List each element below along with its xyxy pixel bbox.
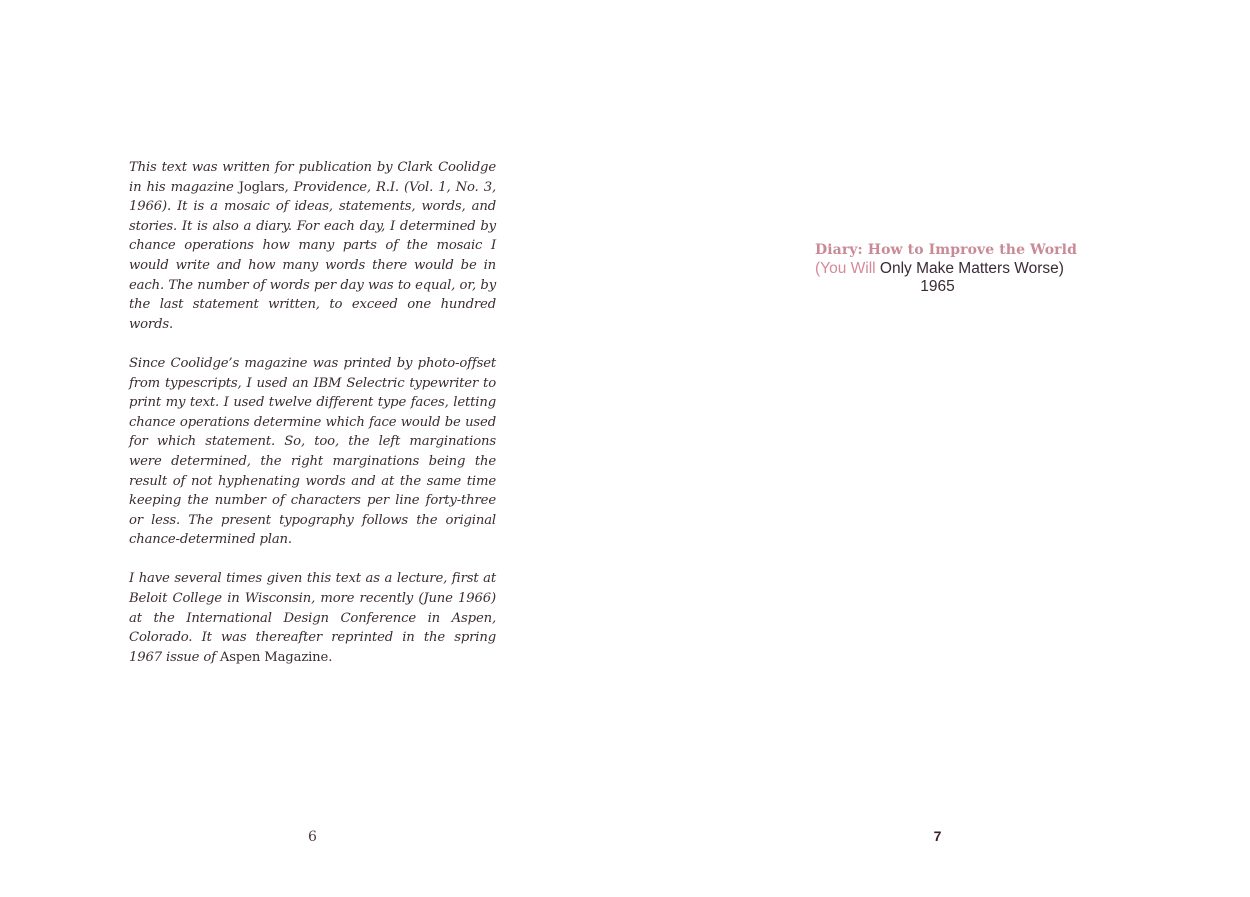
chapter-title [815,241,1077,296]
page-number-right: 7 [933,828,942,844]
paragraph-2-text: Since Coolidge’s magazine was printed by photo-offset from typescripts, I used an IBM Selectric typewriter to print my text. I used twelve different type faces, letting chance operations determine which face would be used for which statement. So, too, the left marginations were determined, the right marginations being the result of not hyphenating words and at the same time keeping the number of characters per line forty-three or less. The present typography follows the original chance-determined plan. [129,355,496,548]
paragraph-3-period: . [328,649,333,665]
paragraph-3 [129,569,496,667]
paragraph-3-text: I have several times given this text as a lecture, first at Beloit College in Wisconsin, more recently (June 1966) at the International Design Conference in Aspen, Colorado. It was thereafter reprinted in the spring 1967 issue of [129,571,496,665]
paragraph-1-text-cont: , Providence, R.I. (Vol. 1, No. 3, 1966). It is a mosaic of ideas, statements, words, and stories. It is also a diary. For each day, I determined by chance operations how many parts of the mosaic I would write and how many words there would be in each. The number of words per day was to equal, or, by the last statement written, to exceed one hundred words. [129,179,496,332]
page-number-left: 6 [308,829,317,845]
title-main: Diary: How to Improve the World [815,242,1077,258]
title-subtitle-rest: Only Make Matters Worse) [875,260,1064,277]
magazine-title-aspen: Aspen Magazine [219,649,329,665]
paragraph-2 [129,354,496,550]
right-page [625,0,1250,897]
title-subtitle [815,260,1064,278]
title-year: 1965 [920,278,955,295]
paragraph-1 [129,158,496,334]
introductory-note [129,158,496,687]
title-subtitle-accent: (You Will [815,260,876,277]
magazine-title-joglars: Joglars [238,179,285,195]
paragraph-1-text: This text was written for publication by Clark Coolidge in his magazine [129,160,496,195]
